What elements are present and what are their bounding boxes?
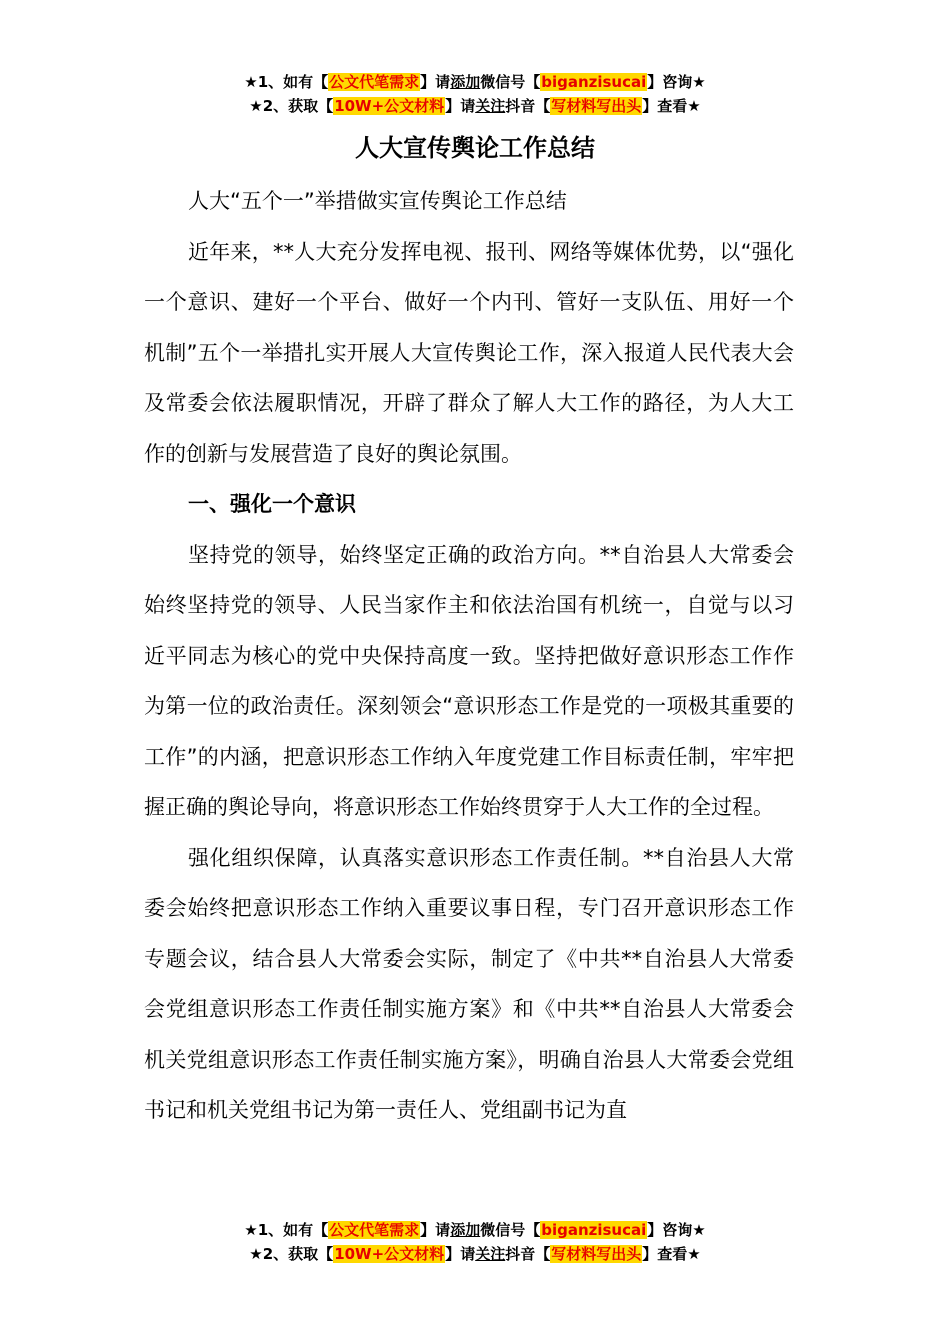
- promo-line-2: [0, 94, 950, 118]
- promo-text: 】咨询★: [647, 1221, 706, 1239]
- promo-line-1: [0, 70, 950, 94]
- intro-paragraph: 近年来，**人大充分发挥电视、报刊、网络等媒体优势，以“强化一个意识、建好一个平台、做好一个内刊、管好一支队伍、用好一个机制”五个一举措扎实开展人大宣传舆论工作，深入报道人民代表大会及常委会依法履职情况，开辟了群众了解人大工作的路径，为人大工作的创新与发展营造了良好的舆论氛围。: [144, 239, 794, 466]
- promo-text: 】请: [420, 1221, 451, 1239]
- top-promo-banner: [0, 70, 950, 118]
- promo-highlight: 10W+公文材料: [334, 97, 445, 115]
- promo-highlight: 写材料写出头: [551, 97, 642, 115]
- promo-underlined-text: 添加: [450, 1221, 481, 1239]
- promo-text: 抖音【: [505, 97, 551, 115]
- promo-text: 抖音【: [505, 1245, 551, 1263]
- promo-text: ★1、如有【: [244, 73, 329, 91]
- body-paragraph: 强化组织保障，认真落实意识形态工作责任制。**自治县人大常委会始终把意识形态工作纳入重要议事日程，专门召开意识形态工作专题会议，结合县人大常委会实际，制定了《中共**自治县人大常委会党组意识形态工作责任制实施方案》和《中共**自治县人大常委会机关党组意识形态工作责任制实施方案》，明确自治县人大常委会党组书记和机关党组书记为第一责任人、党组副书记为直: [144, 845, 794, 1122]
- promo-highlight: 公文代笔需求: [329, 1221, 420, 1239]
- promo-highlight: biganzisucai: [541, 73, 647, 91]
- promo-line-1: [0, 1218, 950, 1242]
- promo-underlined-text: 关注: [475, 97, 506, 115]
- promo-text: 微信号【: [480, 73, 541, 91]
- promo-highlight: biganzisucai: [541, 1221, 647, 1239]
- promo-text: 】请: [445, 97, 476, 115]
- promo-line-2: [0, 1242, 950, 1266]
- promo-highlight: 10W+公文材料: [334, 1245, 445, 1263]
- promo-text: ★2、获取【: [249, 1245, 334, 1263]
- promo-text: 微信号【: [480, 1221, 541, 1239]
- promo-text: 】查看★: [642, 1245, 701, 1263]
- document-body: [144, 176, 794, 1136]
- body-paragraph: 坚持党的领导，始终坚定正确的政治方向。**自治县人大常委会始终坚持党的领导、人民当家作主和依法治国有机统一，自觉与以习近平同志为核心的党中央保持高度一致。坚持把做好意识形态工作作为第一位的政治责任。深刻领会“意识形态工作是党的一项极其重要的工作”的内涵，把意识形态工作纳入年度党建工作目标责任制，牢牢把握正确的舆论导向，将意识形态工作始终贯穿于人大工作的全过程。: [144, 542, 794, 819]
- document-title: 人大宣传舆论工作总结: [355, 134, 595, 162]
- promo-text: 】咨询★: [647, 73, 706, 91]
- promo-text: 】请: [445, 1245, 476, 1263]
- promo-text: 】查看★: [642, 97, 701, 115]
- bottom-promo-banner: [0, 1218, 950, 1266]
- promo-underlined-text: 关注: [475, 1245, 506, 1263]
- promo-highlight: 公文代笔需求: [329, 73, 420, 91]
- section-heading: 一、强化一个意识: [188, 492, 356, 516]
- promo-text: 】请: [420, 73, 451, 91]
- promo-highlight: 写材料写出头: [551, 1245, 642, 1263]
- document-subtitle: 人大“五个一”举措做实宣传舆论工作总结: [188, 189, 567, 213]
- promo-underlined-text: 添加: [450, 73, 481, 91]
- promo-text: ★1、如有【: [244, 1221, 329, 1239]
- promo-text: ★2、获取【: [249, 97, 334, 115]
